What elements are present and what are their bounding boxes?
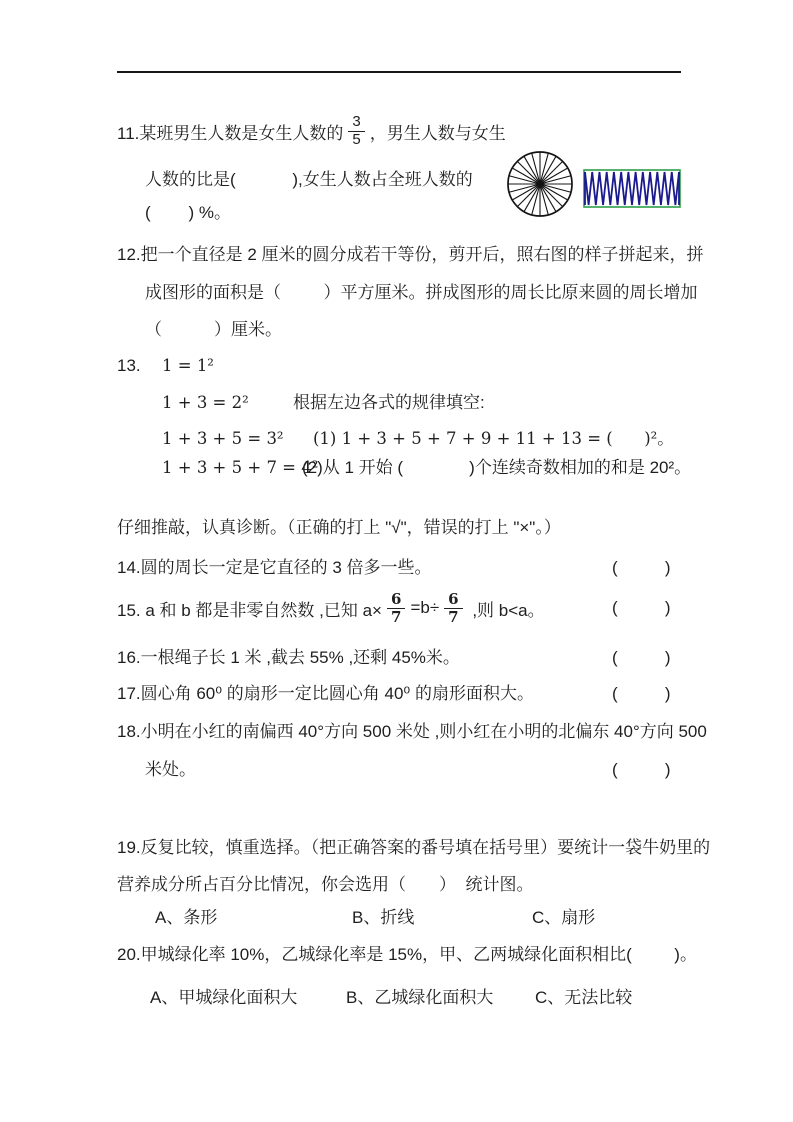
question-12-line1: 12.把一个直径是 2 厘米的圆分成若干等份，剪开后，照右图的样子拼起来，拼 — [117, 245, 704, 264]
pieced-rectangle-figure — [583, 169, 681, 208]
answer-paren-q16: ( ) — [612, 648, 671, 667]
q13-equation-1: 1 = 1² — [162, 356, 214, 375]
answer-paren-q15: ( ) — [612, 598, 671, 617]
sector-circle-figure — [506, 150, 574, 218]
question-17: 17.圆心角 60⁰ 的扇形一定比圆心角 40⁰ 的扇形面积大。 — [117, 684, 534, 703]
question-19-line2: 营养成分所占百分比情况，你会选用（ ） 统计图。 — [117, 875, 534, 894]
fraction-denominator: 7 — [391, 607, 402, 626]
q20-option-c: C、无法比较 — [535, 988, 633, 1007]
fraction-numerator: 6 — [387, 591, 405, 609]
answer-paren-q14: ( ) — [612, 558, 671, 577]
q11-text-pre: 11.某班男生人数是女生人数的 — [117, 123, 344, 143]
q13-subquestion-1: (1) 1 + 3 + 5 + 7 + 9 + 11 + 13 = ( )²。 — [313, 429, 674, 448]
question-18-line2: 米处。 — [145, 760, 196, 779]
question-19-line1: 19.反复比较，慎重选择。（把正确答案的番号填在括号里）要统计一袋牛奶里的 — [117, 838, 711, 857]
true-false-section-header: 仔细推敲，认真诊断。（正确的打上 "√"，错误的打上 "×"。） — [117, 518, 561, 537]
q15-text-pre: 15. a 和 b 都是非零自然数 ,已知 a× — [117, 600, 382, 620]
question-12-line2: 成图形的面积是（ ）平方厘米。拼成图形的周长比原来圆的周长增加 — [145, 283, 698, 302]
q19-option-a: A、条形 — [155, 908, 218, 927]
answer-paren-q18: ( ) — [612, 760, 671, 779]
q15-text-mid: =b÷ — [410, 598, 440, 617]
q19-option-b: B、折线 — [352, 908, 415, 927]
q19-option-c: C、扇形 — [532, 908, 596, 927]
question-18-line1: 18.小明在小红的南偏西 40°方向 500 米处 ,则小红在小明的北偏东 40°方向 500 — [117, 722, 707, 741]
question-11-line1 — [117, 103, 506, 159]
question-14: 14.圆的周长一定是它直径的 3 倍多一些。 — [117, 558, 432, 577]
question-16: 16.一根绳子长 1 米 ,截去 55% ,还剩 45%米。 — [117, 648, 460, 667]
fraction-three-fifths — [348, 114, 364, 148]
q13-equation-2: 1 + 3 = 2² — [162, 393, 249, 412]
header-rule — [117, 71, 681, 73]
fraction-denominator: 7 — [448, 607, 459, 626]
q13-subquestion-2: (2)从 1 开始 ( )个连续奇数相加的和是 20²。 — [302, 458, 692, 477]
q20-option-a: A、甲城绿化面积大 — [150, 988, 298, 1007]
q13-equation-4: 1 + 3 + 5 + 7 = 4² — [162, 458, 319, 477]
question-12-line3: （ ）厘米。 — [145, 320, 282, 339]
fraction-denominator: 5 — [352, 130, 361, 148]
fraction-numerator: 3 — [348, 114, 364, 132]
q11-text-post: ，男生人数与女生 — [369, 123, 506, 143]
question-11-line2: 人数的比是( ),女生人数占全班人数的 — [145, 170, 473, 189]
q13-equation-3: 1 + 3 + 5 = 3² — [162, 429, 284, 448]
question-20-line1: 20.甲城绿化率 10%，乙城绿化率是 15%，甲、乙两城绿化面积相比( )。 — [117, 945, 697, 964]
q15-text-post: ,则 b<a。 — [467, 600, 545, 620]
fraction-six-sevenths-2 — [444, 591, 462, 625]
question-15 — [117, 585, 545, 631]
question-13-number: 13. — [117, 356, 141, 375]
question-11-line3: ( ) %。 — [145, 203, 231, 222]
q13-rule-instruction: 根据左边各式的规律填空: — [293, 393, 485, 412]
answer-paren-q17: ( ) — [612, 684, 671, 703]
fraction-six-sevenths-1 — [387, 591, 405, 625]
q20-option-b: B、乙城绿化面积大 — [346, 988, 494, 1007]
fraction-numerator: 6 — [444, 591, 462, 609]
